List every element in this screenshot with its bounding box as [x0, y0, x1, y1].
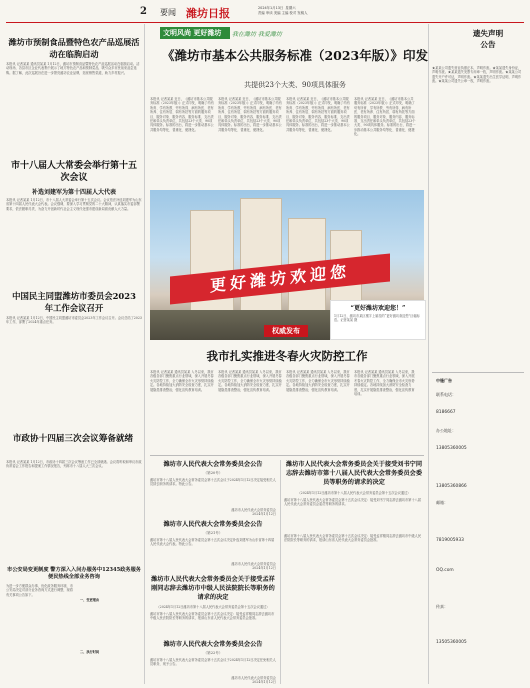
article-body: 本报讯 记者某某 通讯员某某 入冬以来，我市各级各部门聚焦重点行业领域，深入开展冬春火灾防控工作，全力确保全市火灾形势持续稳定。各地持续加大消防安全检查力度，扎实开展隐患排查整治，强化宣传教育培训。 — [150, 370, 214, 392]
article-title: 市十八届人大常委会举行第十五次会议 — [10, 161, 137, 183]
building — [240, 198, 282, 320]
article-body: 为进一步方便群众办事，优化政务服务环境，市公安局决定对部分业务咨询方式进行调整，现将有关事项公告如下。 — [6, 584, 73, 597]
badge-text: 权威发布 — [272, 327, 300, 335]
authority-badge — [264, 325, 308, 337]
notice-title: 潍坊市人民代表大会常务委员会关于接受刘书宁同志辞去潍坊市第十八届人民代表大会常务委员会委员等职务的请求的决定 — [285, 461, 423, 486]
article-body: 本报讯 记者某某 1月12日，中国民主同盟潍坊市委员会2023年工作会议召开。会议总结了2023年工作，部署了2024年重点任务。 — [6, 316, 142, 325]
notice-title: 潍坊市人民代表大会常务委员会公告 — [163, 461, 263, 468]
photo-caption: 1月12日，潍坊市某区楼宇上悬挂的“更好潍坊欢迎您”巨幅标语。记者某某 摄 — [334, 314, 420, 323]
article-body: 本报讯 记者某某 通讯员某某 入冬以来，我市各级各部门聚焦重点行业领域，深入开展冬春火灾防控工作，全力确保全市火灾形势持续稳定。各地持续加大消防安全检查力度，扎实开展隐患排查整治，强化宣传教育培训。 — [218, 370, 282, 392]
photo-slogan: “更好潍坊欢迎您！” — [350, 305, 406, 312]
secondary-headline: 我市扎实推进冬春火灾防控工作 — [206, 349, 368, 363]
newspaper-logo: 潍坊日报 — [186, 7, 230, 20]
headline-kicker: 共提供23个大类、90项具体服务 — [244, 81, 346, 89]
article-subtitle: 补选刘建军为第十四届人大代表 — [31, 189, 116, 196]
section-rule — [432, 372, 524, 373]
page-header — [0, 0, 530, 22]
notice-subtitle: （2024年1月12日潍坊市第十八届人民代表大会常务委员会第十五次会议通过） — [156, 605, 270, 609]
section-heading: 二、执行时间 — [80, 650, 100, 654]
ad-phone: 7819005933 — [436, 538, 464, 543]
notice-body: 潍坊市第十八届人民代表大会常务委员会第十五次会议决定补选刘建军为山东省第十四届人民代表大会代表。特此公告。 — [150, 538, 275, 547]
article-body: 本报讯 记者某某 1月12日，市十八届人大常委会举行第十五次会议。会议依法补选刘建军为山东省第十四届人民代表大会代表。会议强调，要深入学习贯彻党的二十大精神，认真落实市委部署要求，依法履职尽责，为奋力开创新时代社会主义现代化强市建设新局面贡献人大力量。 — [6, 198, 142, 211]
ad-phone: 8186667 — [436, 410, 456, 415]
notice-board-body: ★某某公司遗失营业执照正本，声明作废。★某某遗失身份证，声明作废。★某某遗失发票专用章一枚，声明作废。★某某公司遗失开户许可证，声明作废。★某某遗失出生医学证明，声明作废。★某某公司遗失公章一枚，声明作废。 — [432, 66, 522, 84]
notice-title: 潍坊市人民代表大会常务委员会公告 — [163, 641, 263, 648]
article-title: 中国民主同盟潍坊市委员会2023年工作会议召开 — [12, 291, 136, 313]
column-divider — [144, 24, 145, 684]
article-body: 本报讯 记者某某 近日，《潍坊市基本公共服务标准（2023年版）》正式印发，明确了幼有所育、学有所教、劳有所得、病有所医、老有所养、住有所居、弱有所扶等方面的服务项目、服务对象、服务内容、服务标准、支出责任和牵头负责单位，共包括23个大类、90项具体服务。标准的出台，将进一步推动基本公共服务均等化、普惠化、便捷化。 — [286, 97, 350, 132]
page-number: 2 — [140, 6, 147, 17]
article-body: 本报讯 记者某某 通讯员某某 1月12日，潍坊市预制食品暨特色农产品巡展活动在临朐启动。活动现场，各县市区企业代表集中展示了地方特色农产品和预制菜品，吸引众多市民前来品尝选购。据了解，此次巡展旨在进一步擦亮潍坊农业品牌，拓宽销售渠道，助力乡村振兴。 — [6, 62, 140, 75]
section-heading: 一、变更理由 — [80, 598, 100, 602]
article-body: 本报讯 记者某某 1月12日，市政协十四届三次会议筹备工作已全部就绪。会议将听取和审议市政协常委会工作报告和提案工作情况报告，列席市十八届人大三次会议。 — [6, 460, 142, 469]
notice-number: （第20号） — [203, 471, 223, 475]
notice-number: （第21号） — [203, 531, 223, 535]
ad-label: 传真： — [436, 604, 448, 609]
notice-title: 潍坊市人民代表大会常务委员会关于接受孟祥刚同志辞去潍坊市中级人民法院院长等职务的请求的决定 — [151, 576, 275, 601]
article-body: 本报讯 记者某某 通讯员某某 入冬以来，我市各级各部门聚焦重点行业领域，深入开展冬春火灾防控工作，全力确保全市火灾形势持续稳定。各地持续加大消防安全检查力度，扎实开展隐患排查整治，强化宣传教育培训。 — [354, 370, 415, 397]
notice-body: 潍坊市第十八届人民代表大会常务委员会第十五次会议决定：接受孟祥刚同志辞去潍坊市中级人民法院院长等职务的请求，报请山东省人民代表大会常务委员会批准。 — [284, 534, 422, 543]
banner-label: 文明风尚 更好潍坊 — [163, 29, 222, 37]
article-body: 本报讯 记者某某 近日，《潍坊市基本公共服务标准（2023年版）》正式印发，明确了幼有所育、学有所教、劳有所得、病有所医、老有所养、住有所居、弱有所扶等方面的服务项目、服务对象、服务内容、服务标准、支出责任和牵头负责单位，共包括23个大类、90项具体服务。标准的出台，将进一步推动基本公共服务均等化、普惠化、便捷化。 — [354, 97, 416, 137]
article-body: 本报讯 记者某某 近日，《潍坊市基本公共服务标准（2023年版）》正式印发，明确了幼有所育、学有所教、劳有所得、病有所医、老有所养、住有所居、弱有所扶等方面的服务项目、服务对象、服务内容、服务标准、支出责任和牵头负责单位，共包括23个大类、90项具体服务。标准的出台，将进一步推动基本公共服务均等化、普惠化、便捷化。 — [150, 97, 214, 132]
ad-phone: 13505360005 — [436, 640, 467, 645]
section-title: 要闻 — [160, 8, 176, 17]
banner-label-box — [160, 27, 230, 39]
article-title: 潍坊市预制食品暨特色农产品巡展活动在临朐启动 — [8, 37, 140, 59]
notice-body: 潍坊市第十八届人民代表大会常务委员会第十五次会议决定：接受孟祥刚同志辞去潍坊市中级人民法院院长等职务的请求，报请山东省人民代表大会常务委员会批准。 — [150, 612, 275, 621]
notice-board-title: 遗失声明公告 — [472, 29, 504, 49]
article-body: 本报讯 记者某某 近日，《潍坊市基本公共服务标准（2023年版）》正式印发，明确了幼有所育、学有所教、劳有所得、病有所医、老有所养、住有所居、弱有所扶等方面的服务项目、服务对象、服务内容、服务标准、支出责任和牵头负责单位，共包括23个大类、90项具体服务。标准的出台，将进一步推动基本公共服务均等化、普惠化、便捷化。 — [218, 97, 282, 132]
ad-phone: 13805360866 — [436, 484, 467, 489]
main-headline: 《潍坊市基本公共服务标准（2023年版）》印发 — [161, 48, 429, 63]
ad-label: 联系电话： — [436, 392, 456, 397]
notice-sign: 潍坊市人民代表大会常务委员会 2024年1月12日 — [231, 676, 276, 685]
article-title: 市公安局变更制度 警方深入入问办服务中12345政务服务便民热线全部业务咨询 — [7, 567, 141, 580]
ad-label: 办公地址： — [436, 428, 456, 433]
notice-title: 潍坊市人民代表大会常务委员会公告 — [163, 521, 263, 528]
section-rule — [150, 455, 424, 456]
notice-body: 潍坊市第十八届人民代表大会常务委员会第十五次会议于2024年1月12日决定接受相关人员辞去职务的请求。特此公告。 — [150, 478, 276, 487]
notice-subtitle: （2024年1月12日潍坊市第十八届人民代表大会常务委员会第十五次会议通过） — [297, 491, 411, 495]
ad-phone: OQ.com — [436, 568, 454, 573]
article-title: 市政协十四届三次会议筹备就绪 — [12, 434, 134, 444]
banner-slogan: 我在潍坊 我爱潍坊 — [232, 31, 282, 38]
building — [190, 210, 234, 322]
notice-body: 潍坊市第十八届人民代表大会常务委员会第十五次会议决定：接受刘书宁同志辞去潍坊市第十八届人民代表大会常务委员会委员等职务的请求。 — [284, 498, 422, 507]
ad-phone: 13805360005 — [436, 446, 467, 451]
photo-caption-box — [330, 300, 426, 340]
notice-sign: 潍坊市人民代表大会常务委员会 2024年1月12日 — [231, 562, 276, 571]
issue-meta: 2024年1月13日 星期六 责编 审读 美编 主编 校对 发稿人 — [258, 6, 308, 15]
notice-body: 潍坊市第十八届人民代表大会常务委员会第十五次会议于2024年1月12日决定任免相关人员职务，现予公告。 — [150, 658, 276, 667]
banner-text: 更好潍坊欢迎您 — [209, 261, 350, 296]
notice-sign: 潍坊市人民代表大会常务委员会 2024年1月12日 — [231, 508, 276, 517]
column-divider — [280, 460, 281, 684]
article-body: 本报讯 记者某某 通讯员某某 入冬以来，我市各级各部门聚焦重点行业领域，深入开展冬春火灾防控工作，全力确保全市火灾形势持续稳定。各地持续加大消防安全检查力度，扎实开展隐患排查整治，强化宣传教育培训。 — [286, 370, 350, 392]
column-divider — [428, 24, 429, 684]
ad-title: 中缝广告 — [436, 378, 452, 383]
header-rule — [6, 22, 524, 23]
notice-number: （第22号） — [203, 651, 223, 655]
ad-label: 邮箱： — [436, 500, 448, 505]
